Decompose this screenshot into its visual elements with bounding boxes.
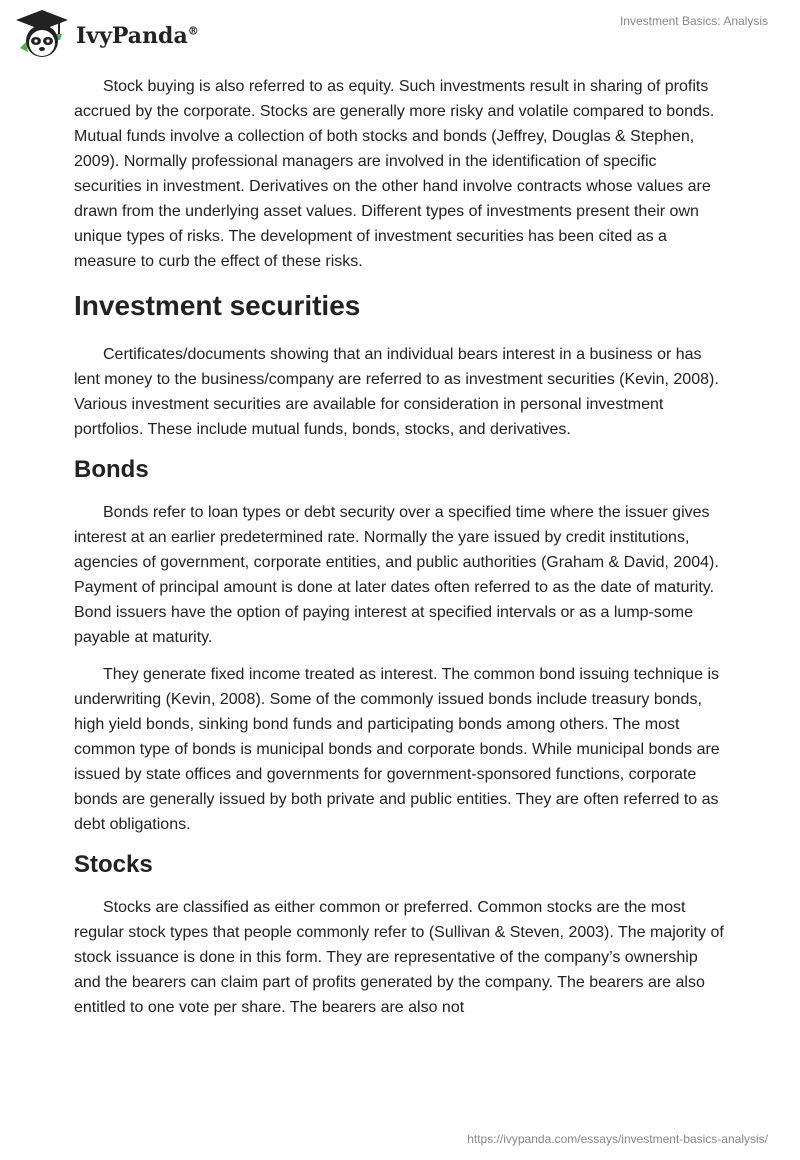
paragraph: They generate fixed income treated as interest. The common bond issuing technique is underwriting (Kevin, 2008). Some of the commonly issued bonds include treasury bonds, high yield bonds, sinking bond funds and participating bonds among others. The most common type of bonds is municipal bonds and corporate bonds. While municipal bonds are issued by state offices and governments for government-sponsored functions, corporate bonds are generally issued by both private and public entities. They are often referred to as debt obligations. xyxy=(74,666,720,833)
heading-investment-securities: Investment securities xyxy=(74,290,361,321)
paragraph: Stock buying is also referred to as equity. Such investments result in sharing of profits accrued by the corporate. Stocks are generally more risky and volatile compared to bonds. Mutual funds involve a collection of both stocks and bonds (Jeffrey, Douglas & Stephen, 2009). Normally professional managers are involved in the identification of specific securities in investment. Derivatives on the other hand involve contracts whose values are drawn from the underlying asset values. Different types of investments present their own unique types of risks. The development of investment securities has been cited as a measure to curb the effect of these risks. xyxy=(74,78,715,270)
heading-bonds: Bonds xyxy=(74,456,149,483)
heading-stocks: Stocks xyxy=(74,851,153,878)
page-header xyxy=(0,0,800,70)
paragraph: Certificates/documents showing that an individual bears interest in a business or has lent money to the business/company are referred to as investment securities (Kevin, 2008). Various investment securities are available for consideration in personal investment portfolios. These include mutual funds, bonds, stocks, and derivatives. xyxy=(74,346,719,438)
paragraph: Stocks are classified as either common or preferred. Common stocks are the most regular stock types that people commonly refer to (Sullivan & Steven, 2003). The majority of stock issuance is done in this form. They are representative of the company’s ownership and the bearers can claim part of profits generated by the company. The bearers are also entitled to one vote per share. The bearers are also not xyxy=(74,899,724,1016)
page-title: Investment Basics: Analysis xyxy=(619,14,768,28)
article-body xyxy=(74,70,726,1032)
footer-url[interactable]: https://ivypanda.com/essays/investment-basics-analysis/ xyxy=(467,1132,768,1146)
brand-name: IvyPanda® xyxy=(76,23,199,49)
brand-logo[interactable] xyxy=(14,8,199,60)
paragraph: Bonds refer to loan types or debt security over a specified time where the issuer gives interest at an earlier predetermined rate. Normally the yare issued by credit institutions, agencies of government, corporate entities, and public authorities (Graham & David, 2004). Payment of principal amount is done at later dates often referred to as the date of maturity. Bond issuers have the option of paying interest at specified intervals or as a lump-some payable at maturity. xyxy=(74,504,719,646)
panda-graduate-logo-icon xyxy=(14,8,70,60)
